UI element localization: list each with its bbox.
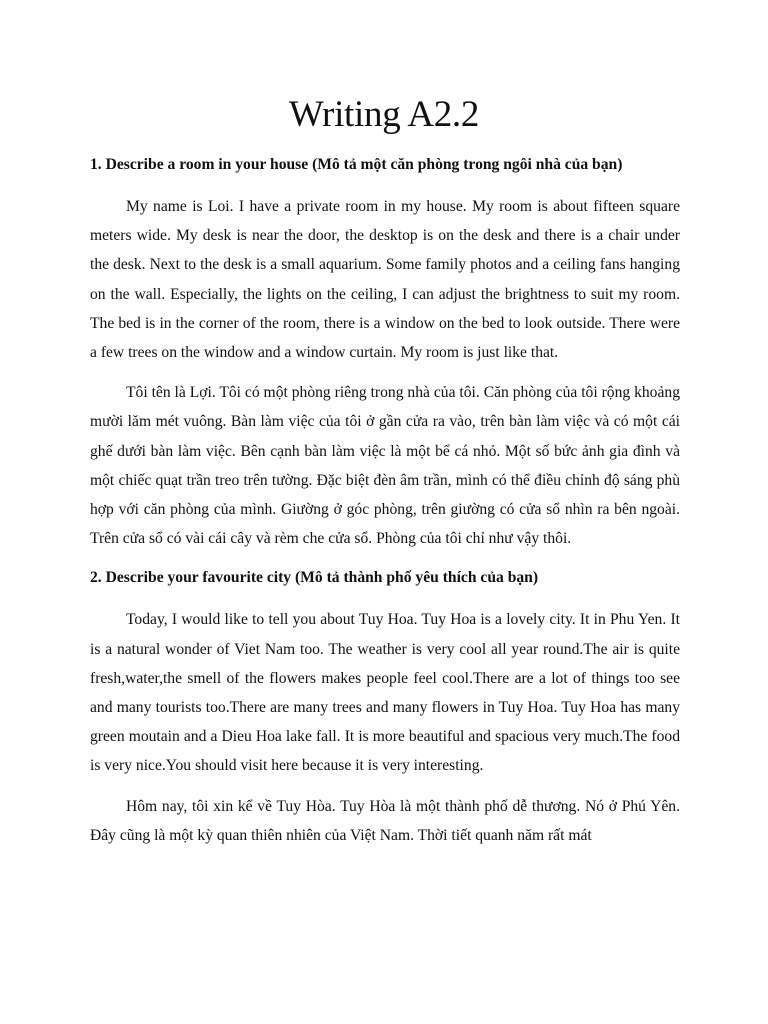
paragraph-english: My name is Loi. I have a private room in my house. My room is about fifteen square meters wide. My desk is near the door, the desktop is on the desk and there is a chair under the desk. Next to the desk is a small aquarium. Some family photos and a ceiling fans hanging on the wall. Especially, the lights on the ceiling, I can adjust the brightness to suit my room. The bed is in the corner of the room, there is a window on the bed to look outside. There were a few trees on the window and a window curtain. My room is just like that. <box>90 198 680 362</box>
section-heading: 2. Describe your favourite city (Mô tả thành phố yêu thích của bạn) <box>90 569 539 587</box>
section-favourite-city <box>90 564 680 850</box>
paragraph-vietnamese: Tôi tên là Lợi. Tôi có một phòng riêng trong nhà của tôi. Căn phòng của tôi rộng khoảng mười lăm mét vuông. Bàn làm việc của tôi ở gần cửa ra vào, trên bàn làm việc và có một cái ghế dưới bàn làm việc. Bên cạnh bàn làm việc là một bể cá nhỏ. Một số bức ảnh gia đình và một chiếc quạt trần treo trên tường. Đặc biệt đèn âm trần, mình có thể điều chỉnh độ sáng phù hợp với căn phòng của mình. Giường ở góc phòng, trên giường có cửa sổ nhìn ra bên ngoài. Trên cửa sổ có vài cái cây và rèm che cửa sổ. Phòng của tôi chỉ như vậy thôi. <box>90 384 680 548</box>
section-heading: 1. Describe a room in your house (Mô tả một căn phòng trong ngôi nhà của bạn) <box>90 156 623 173</box>
paragraph-english: Today, I would like to tell you about Tuy Hoa. Tuy Hoa is a lovely city. It in Phu Yen. It is a natural wonder of Viet Nam too. The weather is very cool all year round.The air is quite fresh,water,the smell of the flowers makes people feel cool.There are a lot of things too see and many tourists too.There are many trees and many flowers in Tuy Hoa. Tuy Hoa has many green moutain and a Dieu Hoa lake fall. It is more beautiful and spacious very much.The food is very nice.You should visit here because it is very interesting. <box>90 611 680 775</box>
document-body <box>90 150 680 850</box>
paragraph-vietnamese: Hôm nay, tôi xin kể về Tuy Hòa. Tuy Hòa là một thành phố dễ thương. Nó ở Phú Yên. Đây cũng là một kỳ quan thiên nhiên của Việt Nam. Thời tiết quanh năm rất mát <box>90 797 680 844</box>
document-title: Writing A2.2 <box>288 94 480 135</box>
section-describe-room <box>90 151 680 553</box>
